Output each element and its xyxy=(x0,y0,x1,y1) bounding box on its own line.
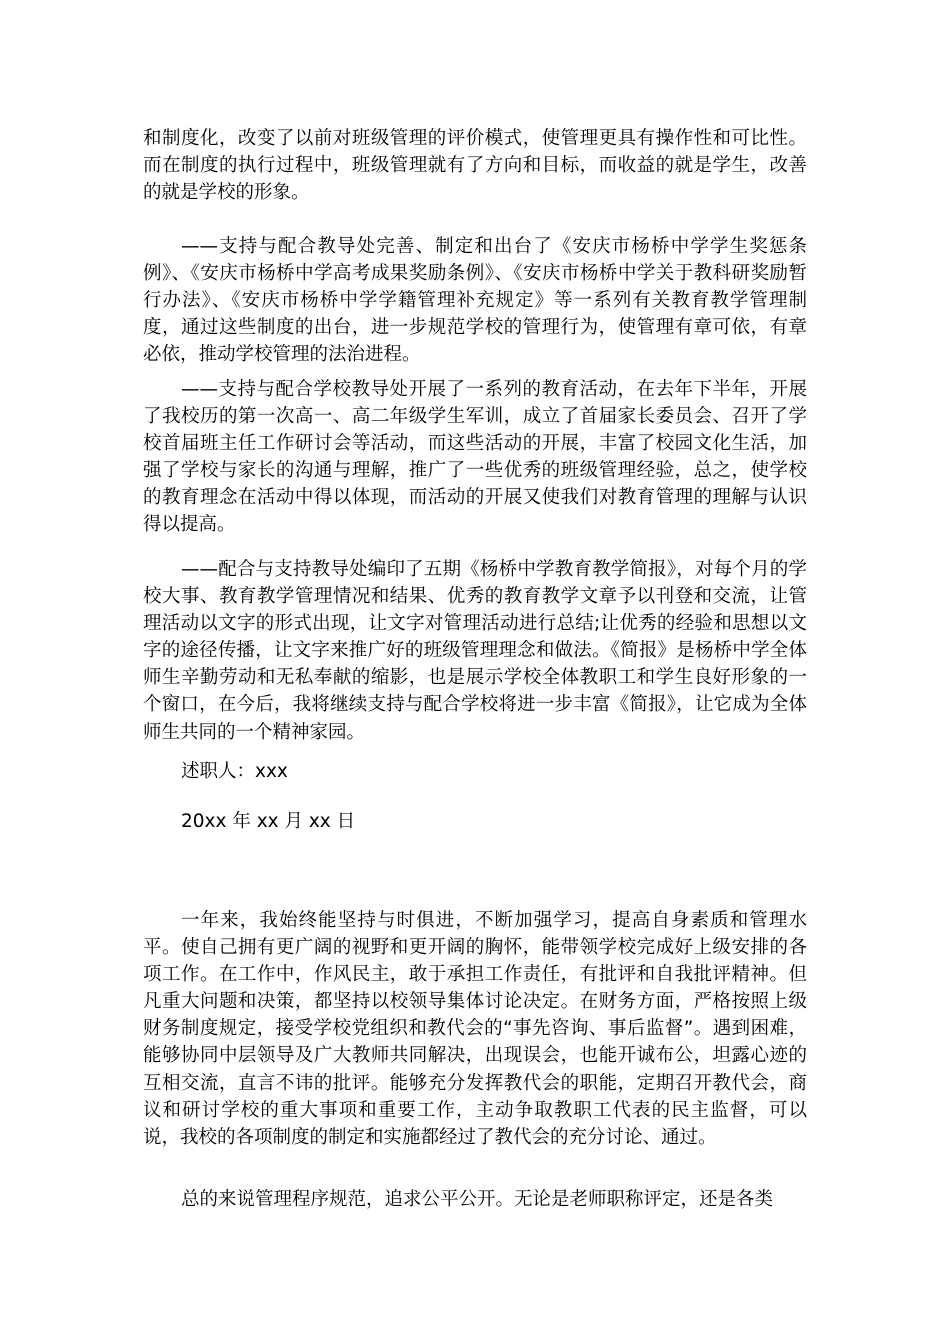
paragraph-4: ——配合与支持教导处编印了五期《杨桥中学教育教学简报》，对每个月的学校大事、教育教学管理情况和结果、优秀的教育教学文章予以刊登和交流，让管理活动以文字的形式出现，让文字对管理活动进行总结;让优秀的经验和思想以文字的途径传播，让文字来推广好的班级管理理念和做法。《简报》是杨桥中学全体师生辛勤劳动和无私奉献的缩影，也是展示学校全体教职工和学生良好形象的一个窗口，在今后，我将继续支持与配合学校将进一步丰富《简报》，让它成为全体师生共同的一个精神家园。 xyxy=(143,559,807,743)
paragraph-6: 总的来说管理程序规范，追求公平公开。无论是老师职称评定，还是各类 xyxy=(181,1189,774,1210)
paragraph-3: ——支持与配合学校教导处开展了一系列的教育活动，在去年下半年，开展了我校历的第一次高一、高二年级学生军训，成立了首届家长委员会、召开了学校首届班主任工作研讨会等活动，而这些活动的开展，丰富了校园文化生活，加强了学校与家长的沟通与理解，推广了一些优秀的班级管理经验，总之，使学校的教育理念在活动中得以体现，而活动的开展又使我们对教育管理的理解与认识得以提高。 xyxy=(143,379,807,536)
paragraph-1: 和制度化，改变了以前对班级管理的评价模式，使管理更具有操作性和可比性。而在制度的执行过程中，班级管理就有了方向和目标，而收益的就是学生，改善的就是学校的形象。 xyxy=(143,128,807,204)
date-line: 20xx 年 xx 月 xx 日 xyxy=(181,811,356,832)
paragraph-2: ——支持与配合教导处完善、制定和出台了《安庆市杨桥中学学生奖惩条例》、《安庆市杨桥中学高考成果奖励条例》、《安庆市杨桥中学关于教科研奖励暂行办法》、《安庆市杨桥中学学籍管理补充规定》等一系列有关教育教学管理制度，通过这些制度的出台，进一步规范学校的管理行为，使管理有章可依，有章必依，推动学校管理的法治进程。 xyxy=(143,236,807,366)
signature-line: 述职人：xxx xyxy=(181,761,288,782)
paragraph-5: 一年来，我始终能坚持与时俱进，不断加强学习，提高自身素质和管理水平。使自己拥有更广阔的视野和更开阔的胸怀，能带领学校完成好上级安排的各项工作。在工作中，作风民主，敢于承担工作责任，有批评和自我批评精神。但凡重大问题和决策，都坚持以校领导集体讨论决定。在财务方面，严格按照上级财务制度规定，接受学校党组织和教代会的“事先咨询、事后监督”。遇到困难，能够协同中层领导及广大教师共同解决，出现误会，也能开诚布公，坦露心迹的互相交流，直言不讳的批评。能够充分发挥教代会的职能，定期召开教代会，商议和研讨学校的重大事项和重要工作，主动争取教职工代表的民主监督，可以说，我校的各项制度的制定和实施都经过了教代会的充分讨论、通过。 xyxy=(143,910,807,1148)
